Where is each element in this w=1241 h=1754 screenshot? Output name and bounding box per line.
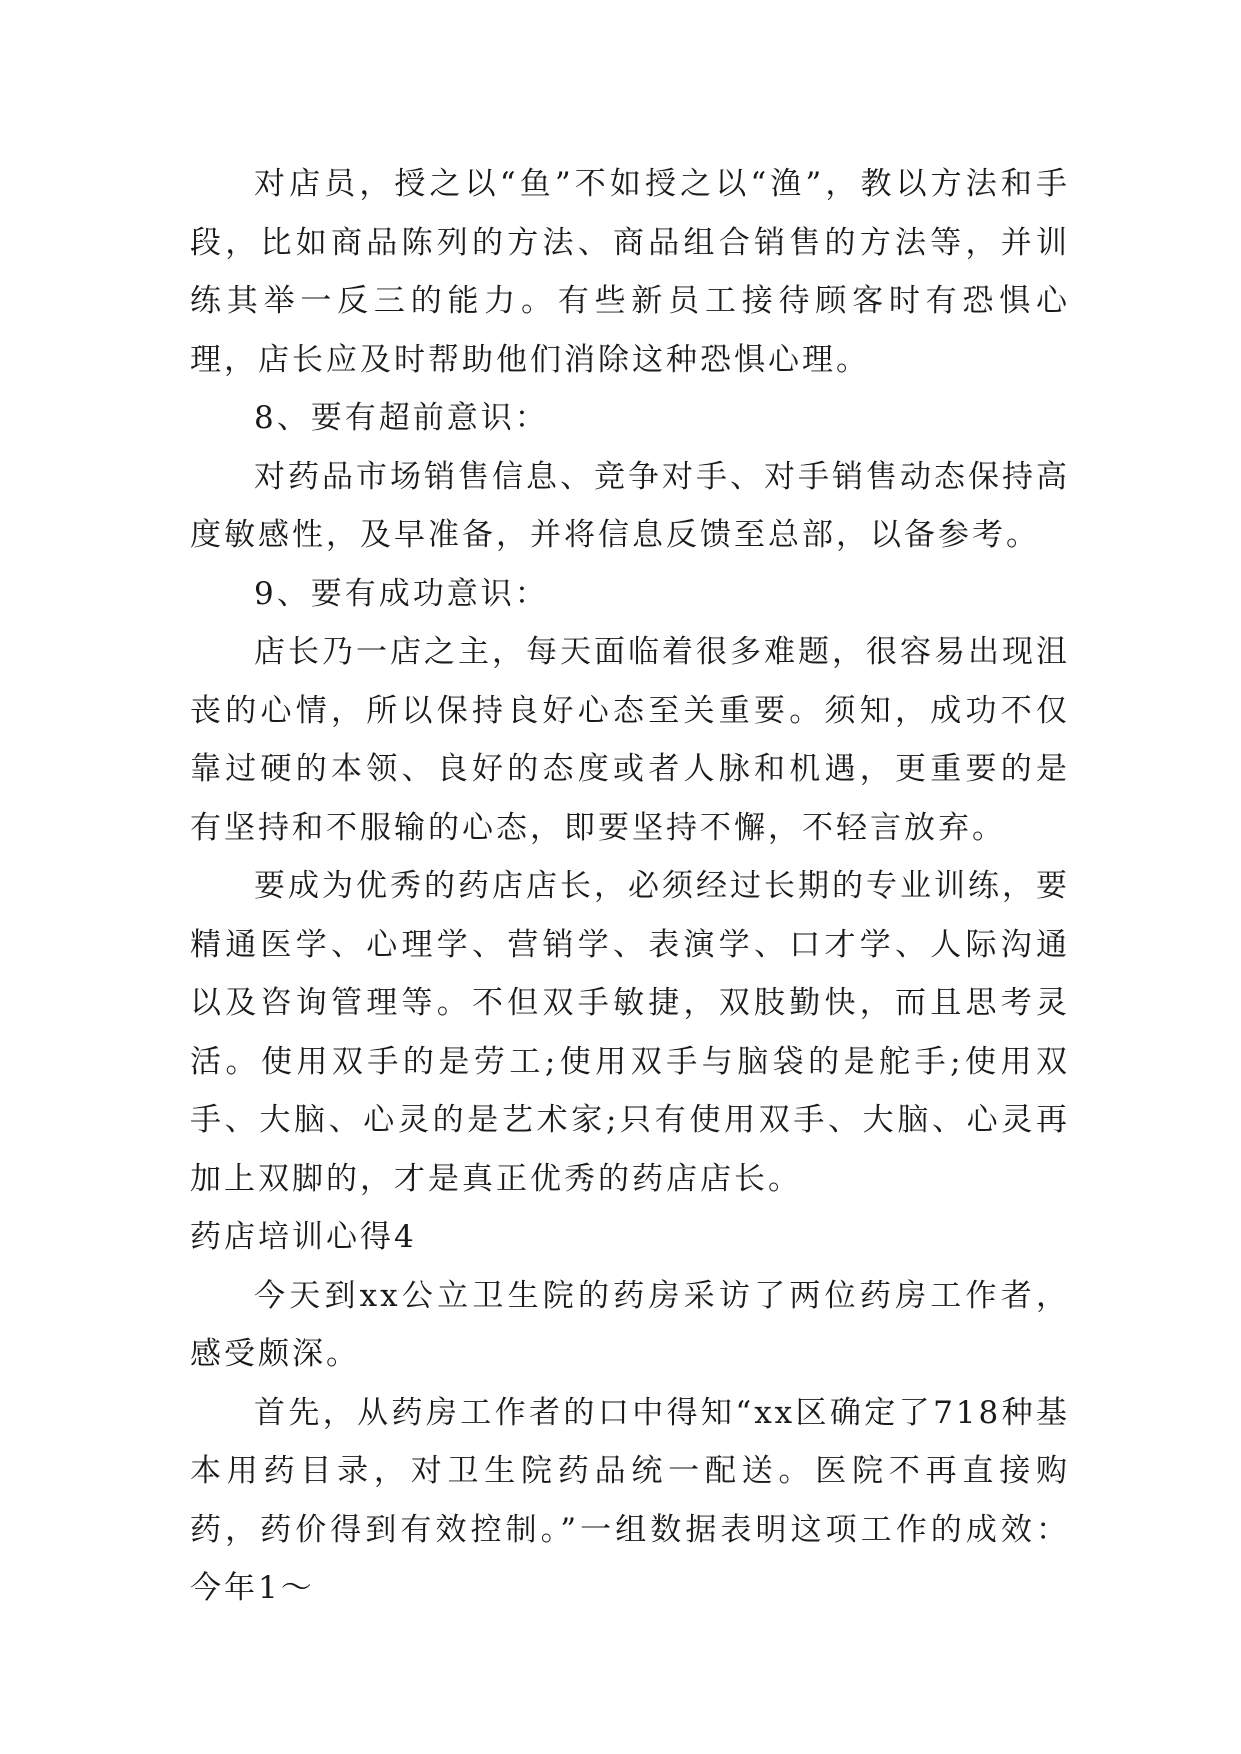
item-heading-9: 9、要有成功意识： <box>254 575 549 612</box>
paragraph-store-staff-training: 对店员，授之以“鱼”不如授之以“渔”，教以方法和手段，比如商品陈列的方法、商品组合销售的方法等，并训练其举一反三的能力。有些新员工接待顾客时有恐惧心理，店长应及时帮助他们消除这种恐惧心理。 <box>190 166 1070 378</box>
item-heading-8: 8、要有超前意识： <box>254 400 549 436</box>
paragraph-excellent-manager: 要成为优秀的药店店长，必须经过长期的专业训练，要精通医学、心理学、营销学、表演学、口才学、人际沟通以及咨询管理等。不但双手敏捷，双肢勤快，而且思考灵活。使用双手的是劳工;使用双手与脑袋的是舵手;使用双手、大脑、心灵的是艺术家;只有使用双手、大脑、心灵再加上双脚的，才是真正优秀的药店店长。 <box>190 868 1070 1197</box>
document-body <box>190 155 1070 1618</box>
paragraph-market-awareness: 对药品市场销售信息、竞争对手、对手销售动态保持高度敏感性，及早准备，并将信息反馈至总部，以备参考。 <box>190 458 1070 553</box>
paragraph-success-mindset: 店长乃一店之主，每天面临着很多难题，很容易出现沮丧的心情，所以保持良好心态至关重要。须知，成功不仅靠过硬的本领、良好的态度或者人脉和机遇，更重要的是有坚持和不服输的心态，即要坚持不懈，不轻言放弃。 <box>190 634 1070 846</box>
section-title: 药店培训心得4 <box>190 1219 417 1255</box>
paragraph-essential-drugs: 首先，从药房工作者的口中得知“xx区确定了718种基本用药目录，对卫生院药品统一配送。医院不再直接购药，药价得到有效控制。”一组数据表明这项工作的成效：今年1～ <box>190 1394 1070 1606</box>
paragraph-pharmacy-visit: 今天到xx公立卫生院的药房采访了两位药房工作者，感受颇深。 <box>190 1277 1070 1372</box>
